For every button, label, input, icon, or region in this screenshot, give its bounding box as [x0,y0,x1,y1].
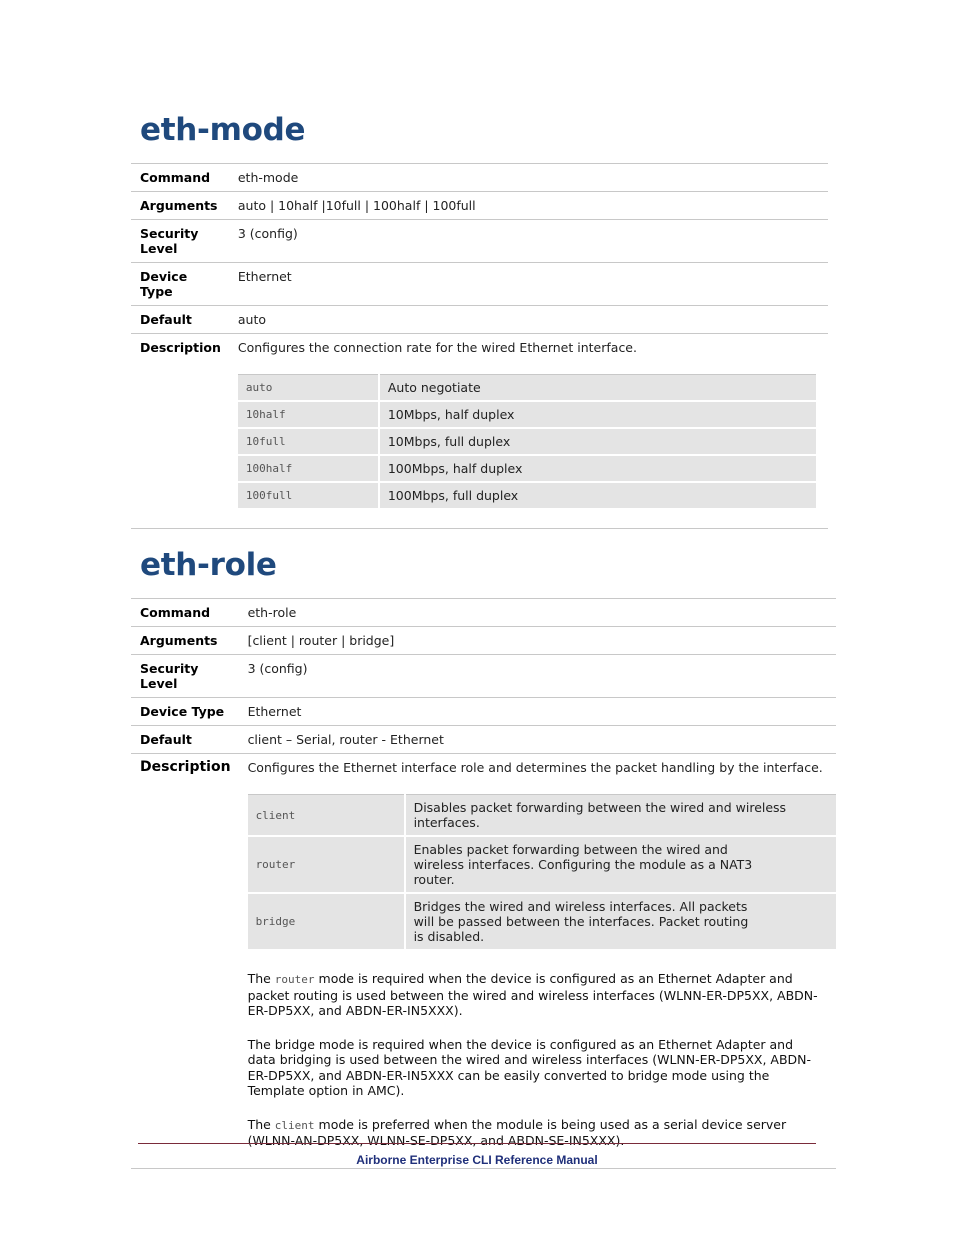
spec-value: [client | router | bridge] [239,627,836,655]
spec-row-device-type [131,698,836,726]
spec-key: Description [131,334,229,529]
spec-key: Device Type [131,263,229,306]
spec-key: Default [131,726,239,754]
note-text: mode is required when the device is configured as an Ethernet Adapter and packet routing is used between the wired and wireless interfaces (WLNN-ER-DP5XX, ABDN-ER-DP5XX, and ABDN-ER-IN5XXX). [247,971,818,1018]
spec-table-eth-mode [131,163,828,529]
spec-key: Device Type [131,698,239,726]
section-title-eth-mode: eth-mode [140,112,306,148]
option-code: bridge [248,893,405,950]
option-code: client [248,795,405,837]
spec-row-description [131,334,828,529]
option-code: 10full [238,428,379,455]
spec-value: 3 (config) [239,655,836,698]
option-desc: 100Mbps, full duplex [379,482,816,509]
spec-row-default [131,726,836,754]
spec-key: Description [131,754,239,1169]
inline-code-router: router [274,973,315,986]
spec-value: eth-role [239,599,836,627]
spec-value: auto | 10half |10full | 100half | 100full [229,192,828,220]
option-row [248,836,836,893]
option-desc: 10Mbps, full duplex [379,428,816,455]
spec-row-security-level [131,220,828,263]
option-desc: 10Mbps, half duplex [379,401,816,428]
options-table-eth-role [248,794,836,951]
options-table-eth-mode [238,374,816,510]
spec-key: Arguments [131,627,239,655]
spec-row-command [131,164,828,192]
option-code: router [248,836,405,893]
option-desc: Auto negotiate [379,375,816,402]
option-code: 100full [238,482,379,509]
option-code: auto [238,375,379,402]
spec-key: Command [131,164,229,192]
inline-code-client: client [274,1118,315,1132]
spec-value: 3 (config) [229,220,828,263]
spec-value [229,334,828,529]
spec-value: client – Serial, router - Ethernet [239,726,836,754]
section-title-eth-role: eth-role [140,547,277,583]
option-row [248,795,836,837]
footer-title: Airborne Enterprise CLI Reference Manual [356,1153,598,1167]
option-desc: Disables packet forwarding between the wired and wireless interfaces. [405,795,836,837]
spec-key: Security Level [131,220,229,263]
option-row [238,401,816,428]
option-desc: Enables packet forwarding between the wired and wireless interfaces. Configuring the module as a NAT3 router. [405,836,836,893]
spec-row-description [131,754,836,1169]
spec-table-eth-role [131,598,836,1169]
note-router-mode [248,971,823,1019]
option-code: 100half [238,455,379,482]
option-code: 10half [238,401,379,428]
spec-value: Ethernet [239,698,836,726]
description-text: Configures the Ethernet interface role and determines the packet handling by the interface. [247,760,823,775]
spec-row-command [131,599,836,627]
note-bridge-mode: The bridge mode is required when the device is configured as an Ethernet Adapter and data bridging is used between the wired and wireless interfaces (WLNN-ER-DP5XX, ABDN-ER-DP5XX, and ABDN-ER-IN5XXX can be easily converted to bridge mode using the Template option in AMC). [247,1036,812,1098]
spec-row-device-type [131,263,828,306]
spec-key: Command [131,599,239,627]
spec-value: auto [229,306,828,334]
spec-row-arguments [131,627,836,655]
description-text: Configures the connection rate for the wired Ethernet interface. [237,340,637,355]
spec-row-default [131,306,828,334]
spec-value: Ethernet [229,263,828,306]
option-row [238,428,816,455]
spec-key: Default [131,306,229,334]
option-row [238,375,816,402]
option-row [238,455,816,482]
spec-key: Security Level [131,655,239,698]
spec-key: Arguments [131,192,229,220]
option-desc: 100Mbps, half duplex [379,455,816,482]
note-text: mode is preferred when the module is being used as a serial device server (WLNN-AN-DP5XX, WLNN-SE-DP5XX, and ABDN-SE-IN5XXX). [247,1116,787,1148]
spec-row-security-level [131,655,836,698]
option-row [238,482,816,509]
spec-row-arguments [131,192,828,220]
note-text: The [247,971,275,986]
footer-divider [138,1143,816,1144]
note-text: The [247,1116,275,1132]
spec-value [239,754,836,1169]
option-row [248,893,836,950]
option-desc: Bridges the wired and wireless interfaces. All packets will be passed between the interfaces. Packet routing is disabled. [405,893,836,950]
spec-value: eth-mode [229,164,828,192]
